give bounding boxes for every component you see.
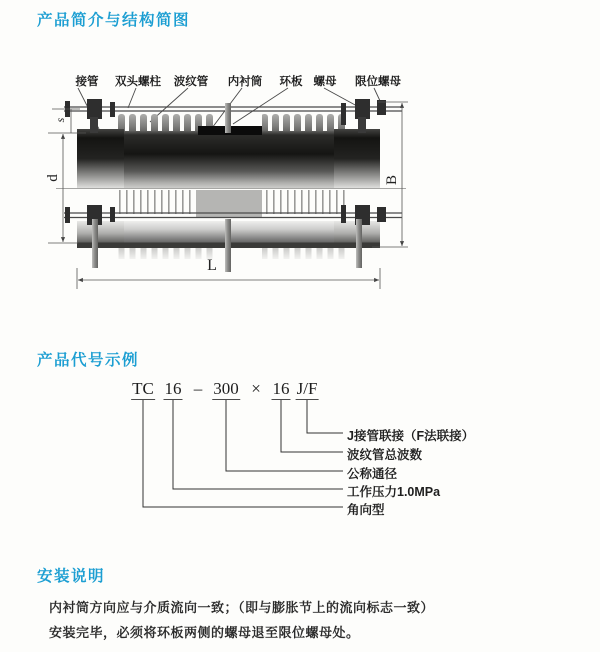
dim-label-s: s [52, 117, 67, 123]
code-seg-dash: – [193, 379, 203, 398]
code-seg-pressure: 16 [164, 379, 182, 398]
part-label-limit-nut: 限位螺母 [355, 76, 401, 88]
callout-type: 角向型 [347, 503, 385, 517]
callout-diameter: 公称通径 [347, 467, 398, 481]
part-label-nut: 螺母 [313, 76, 337, 88]
callout-pressure: 工作压力1.0MPa [347, 485, 441, 499]
part-label-pipe: 接管 [75, 76, 99, 88]
section-title-intro: 产品简介与结构简图 [37, 12, 191, 29]
code-callout-lines [130, 398, 355, 513]
callout-connection: J接管联接（F法联接） [347, 429, 475, 443]
callout-waves: 波纹管总波数 [347, 448, 423, 462]
install-note-line2: 安装完毕，必须将环板两侧的螺母退至限位螺母处。 [49, 625, 360, 640]
code-seg-type: TC [132, 379, 154, 398]
part-label-liner: 内衬筒 [227, 76, 263, 88]
section-title-code: 产品代号示例 [37, 352, 140, 369]
code-seg-waves: 16 [272, 379, 290, 398]
install-note-line1: 内衬筒方向应与介质流向一致；（即与膨胀节上的流向标志一致） [49, 600, 435, 615]
part-label-ring-plate: 环板 [279, 76, 303, 88]
code-seg-connection: J/F [296, 379, 318, 398]
section-title-install: 安装说明 [37, 568, 106, 585]
part-label-bellows: 波纹管 [173, 76, 209, 88]
dim-label-b: B [383, 175, 400, 186]
part-label-stud: 双头螺柱 [115, 76, 161, 88]
structure-diagram [30, 58, 470, 313]
dim-label-l: L [207, 257, 217, 274]
dim-label-d: d [44, 174, 61, 182]
code-seg-diameter: 300 [213, 379, 239, 398]
code-seg-times: × [251, 379, 261, 398]
